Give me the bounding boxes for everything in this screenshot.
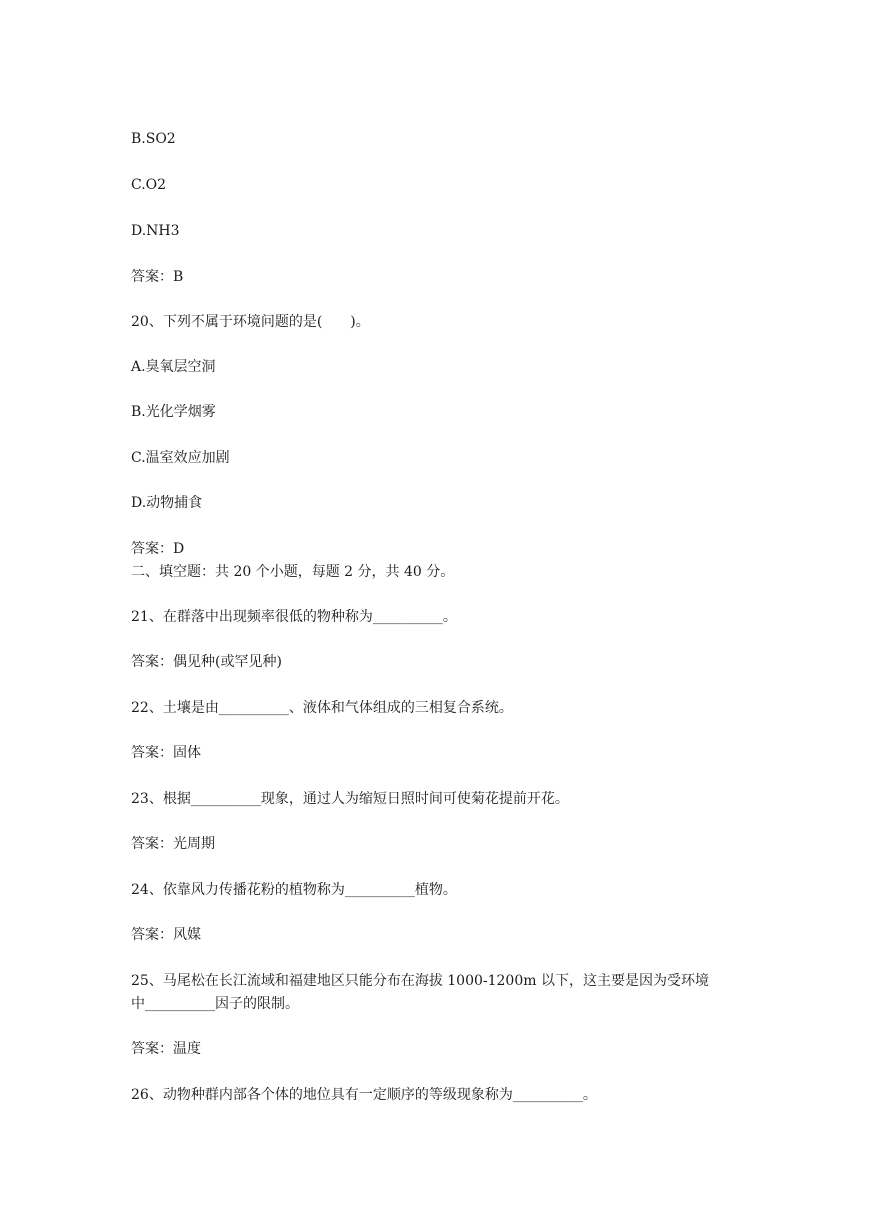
answer-23: 答案：光周期 [131, 836, 215, 852]
question-20: 20、下列不属于环境问题的是( )。 [131, 314, 370, 330]
answer-24: 答案：风媒 [131, 927, 201, 943]
question-24: 24、依靠风力传播花粉的植物称为__________植物。 [131, 882, 457, 898]
answer-20: 答案：D [131, 541, 185, 557]
question-25-line-1: 25、马尾松在长江流域和福建地区只能分布在海拔 1000-1200m 以下，这主要是因为受环境 [131, 973, 709, 989]
question-26: 26、动物种群内部各个体的地位具有一定顺序的等级现象称为__________。 [131, 1087, 597, 1103]
answer-25: 答案：温度 [131, 1041, 201, 1057]
option-b-so2: B.SO2 [131, 131, 176, 147]
answer-22: 答案：固体 [131, 745, 201, 761]
question-20-option-d: D.动物捕食 [131, 495, 203, 511]
question-20-option-c: C.温室效应加剧 [131, 450, 230, 466]
answer-21: 答案：偶见种(或罕见种) [131, 654, 282, 670]
question-20-option-a: A.臭氧层空洞 [131, 359, 216, 375]
option-c-o2: C.O2 [131, 177, 167, 193]
question-21: 21、在群落中出现频率很低的物种称为__________。 [131, 609, 457, 625]
answer-19: 答案：B [131, 269, 184, 285]
section-heading-fill-in: 二、填空题：共 20 个小题，每题 2 分，共 40 分。 [131, 564, 455, 580]
option-d-nh3: D.NH3 [131, 223, 180, 239]
question-23: 23、根据__________现象，通过人为缩短日照时间可使菊花提前开花。 [131, 791, 569, 807]
question-25-line-2: 中__________因子的限制。 [131, 996, 299, 1012]
question-20-option-b: B.光化学烟雾 [131, 404, 216, 420]
question-22: 22、土壤是由__________、液体和气体组成的三相复合系统。 [131, 700, 513, 716]
